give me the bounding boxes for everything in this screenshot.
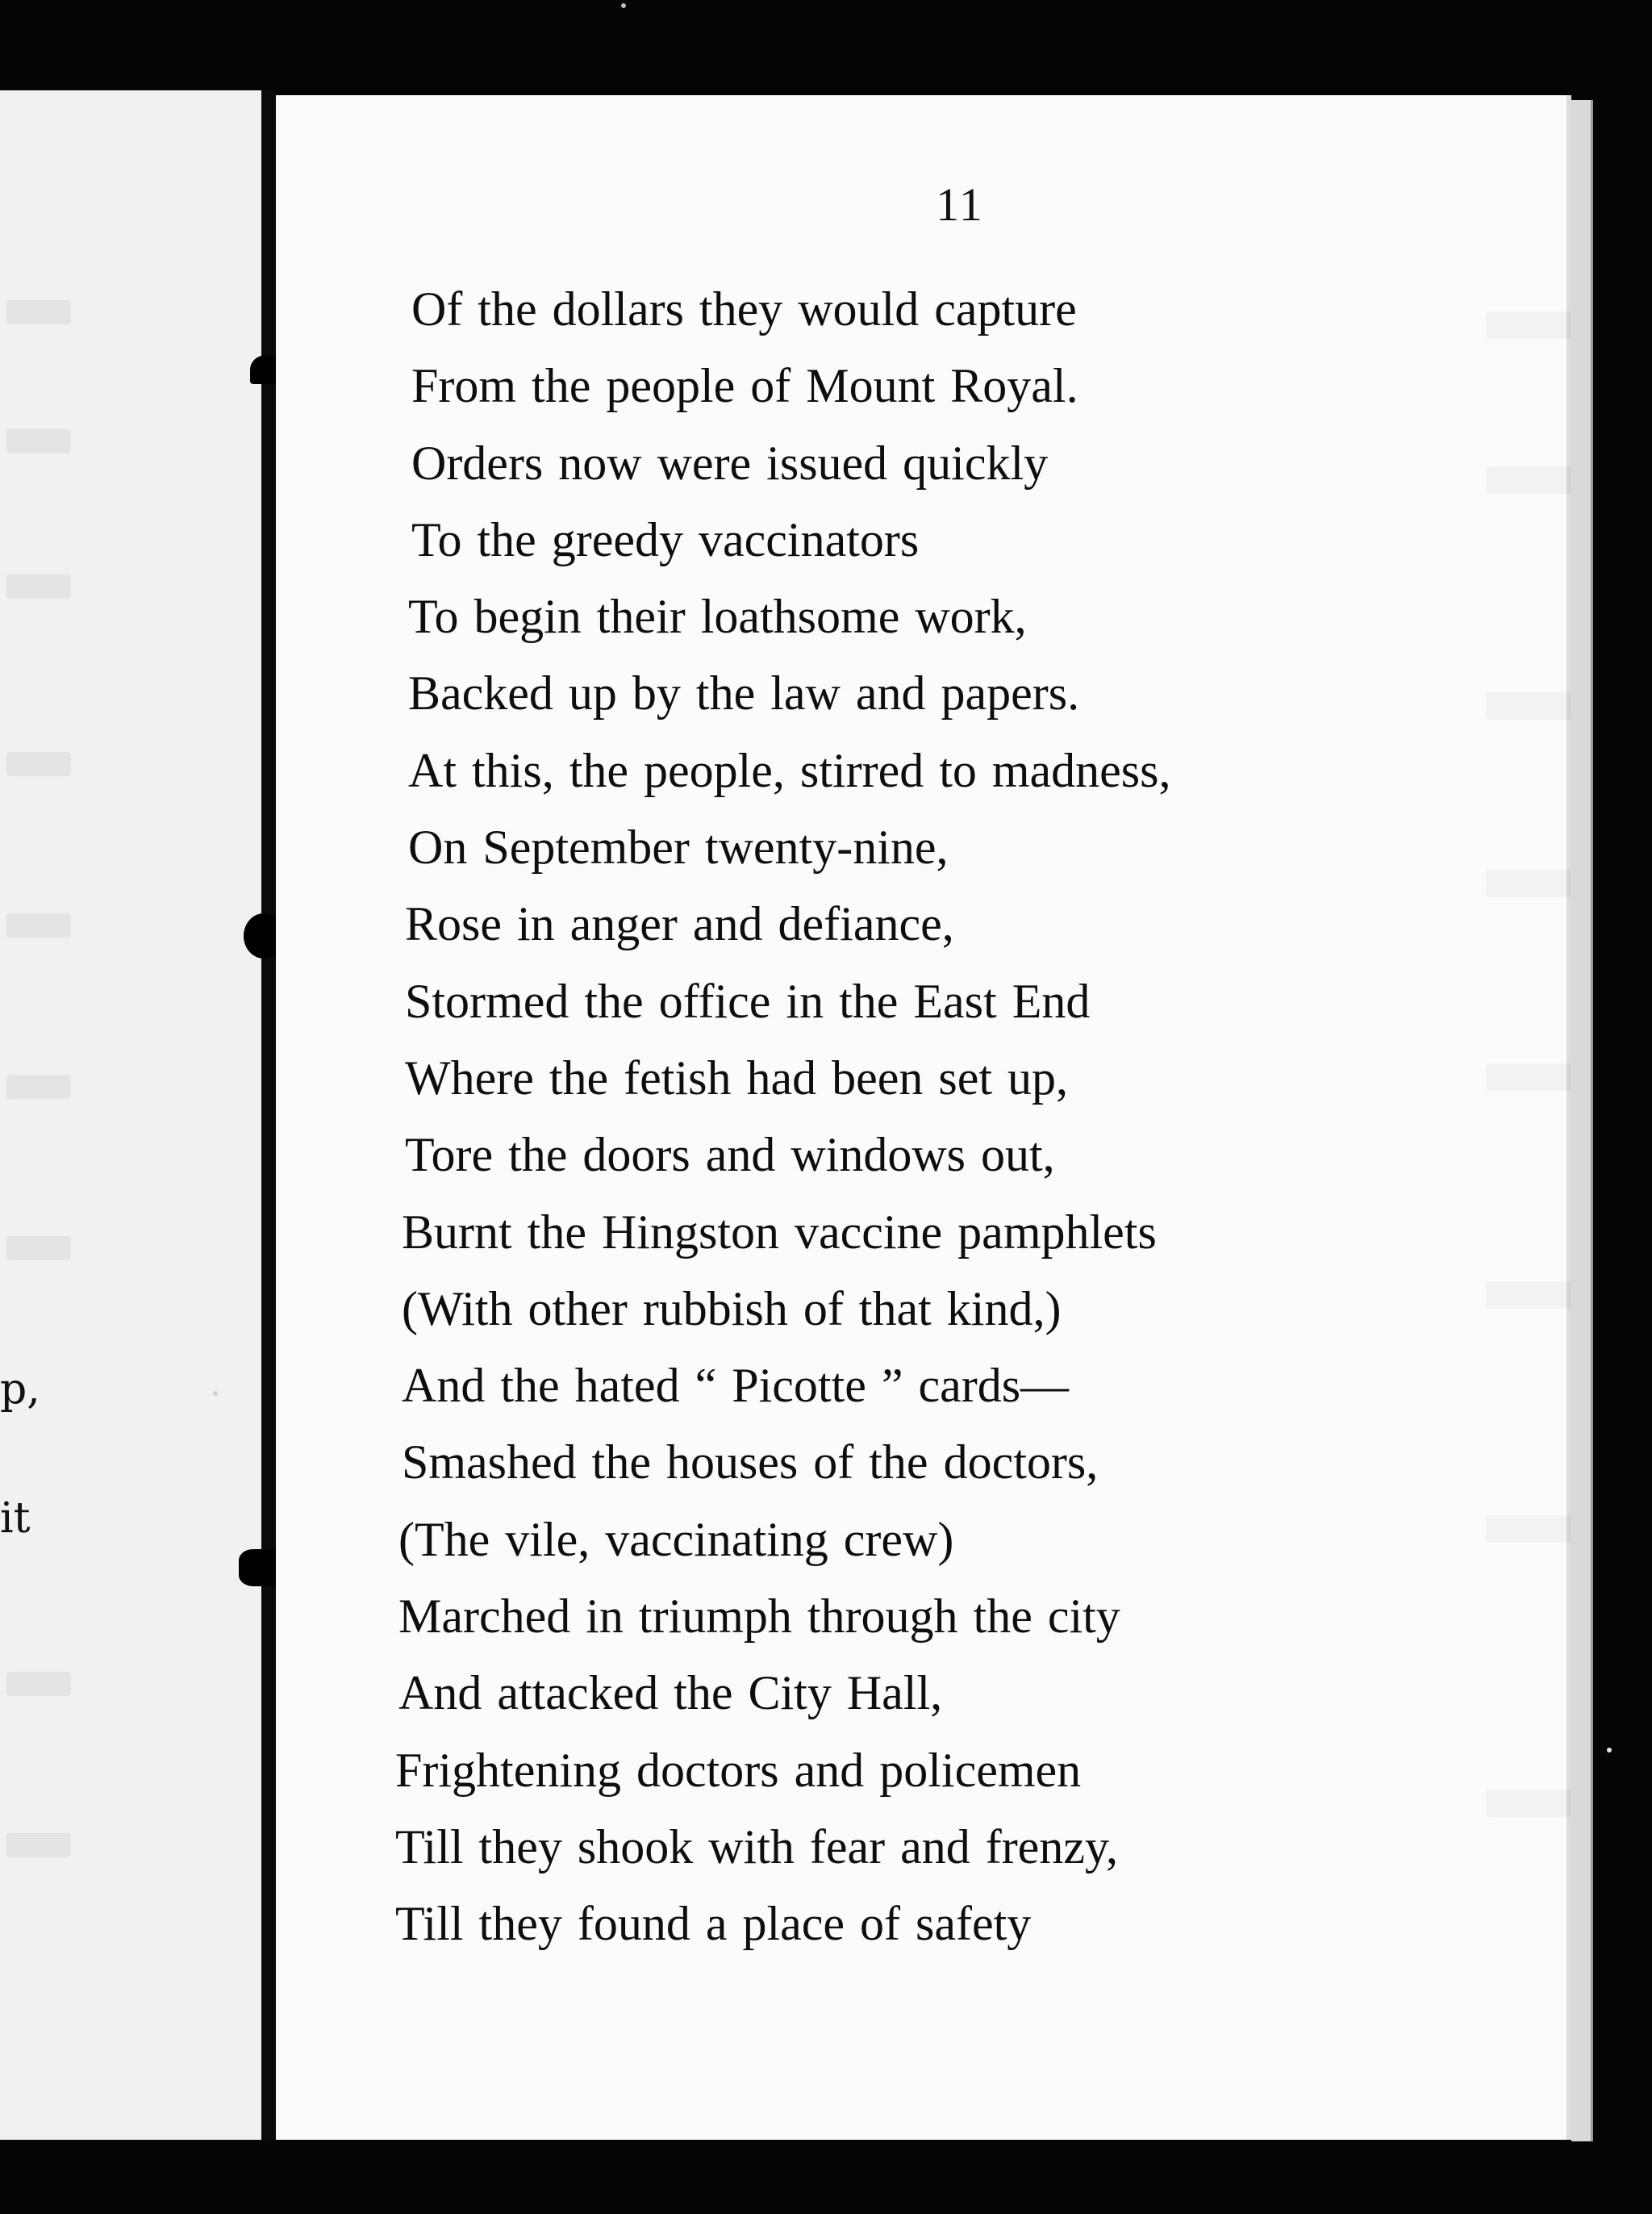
paper-speck [213, 1391, 218, 1396]
poem-line: And attacked the City Hall, [398, 1666, 943, 1720]
poem-line: Till they found a place of safety [395, 1897, 1032, 1951]
show-through-mark [6, 752, 71, 776]
poem-line: Burnt the Hingston vaccine pamphlets [402, 1205, 1157, 1259]
show-through-mark [6, 1672, 71, 1696]
left-page [0, 90, 268, 2140]
poem-line: Tore the doors and windows out, [405, 1128, 1055, 1182]
poem-line: (The vile, vaccinating crew) [398, 1512, 954, 1566]
poem-line: Orders now were issued quickly [411, 436, 1049, 490]
poem-line: Rose in anger and defiance, [405, 897, 954, 951]
left-page-fragment: it [0, 1494, 31, 1543]
poem-line: To begin their loathsome work, [408, 590, 1027, 644]
poem-line: And the hated “ Picotte ” cards— [402, 1359, 1070, 1413]
show-through-mark [6, 300, 71, 324]
poem-line: Where the fetish had been set up, [405, 1051, 1069, 1105]
book-page [276, 95, 1571, 2140]
poem-line: Of the dollars they would capture [411, 282, 1077, 336]
poem-line: On September twenty-nine, [408, 821, 949, 875]
binding-gutter [261, 90, 276, 2140]
poem-line: Smashed the houses of the doctors, [402, 1435, 1099, 1489]
show-through-mark [6, 1833, 71, 1857]
poem-line: Till they shook with fear and frenzy, [395, 1819, 1119, 1874]
scan-speck [621, 3, 626, 8]
poem-text [395, 271, 1541, 1963]
scan-speck [1607, 1748, 1612, 1752]
show-through-mark [6, 574, 71, 599]
poem-line: At this, the people, stirred to madness, [408, 743, 1171, 797]
show-through-mark [6, 913, 71, 938]
poem-line: Stormed the office in the East End [405, 974, 1091, 1028]
poem-line: Marched in triumph through the city [398, 1589, 1120, 1644]
poem-line: Frightening doctors and policemen [395, 1743, 1082, 1797]
show-through-mark [6, 1236, 71, 1260]
page-number: 11 [936, 178, 984, 231]
show-through-mark [6, 1075, 71, 1099]
poem-line: To the greedy vaccinators [411, 512, 920, 566]
poem-line: Backed up by the law and papers. [408, 666, 1080, 721]
poem-line: From the people of Mount Royal. [411, 359, 1078, 413]
poem-line: (With other rubbish of that kind,) [402, 1281, 1062, 1335]
show-through-mark [6, 429, 71, 453]
left-page-fragment: p, [0, 1365, 40, 1414]
page-edge [1571, 100, 1593, 2141]
